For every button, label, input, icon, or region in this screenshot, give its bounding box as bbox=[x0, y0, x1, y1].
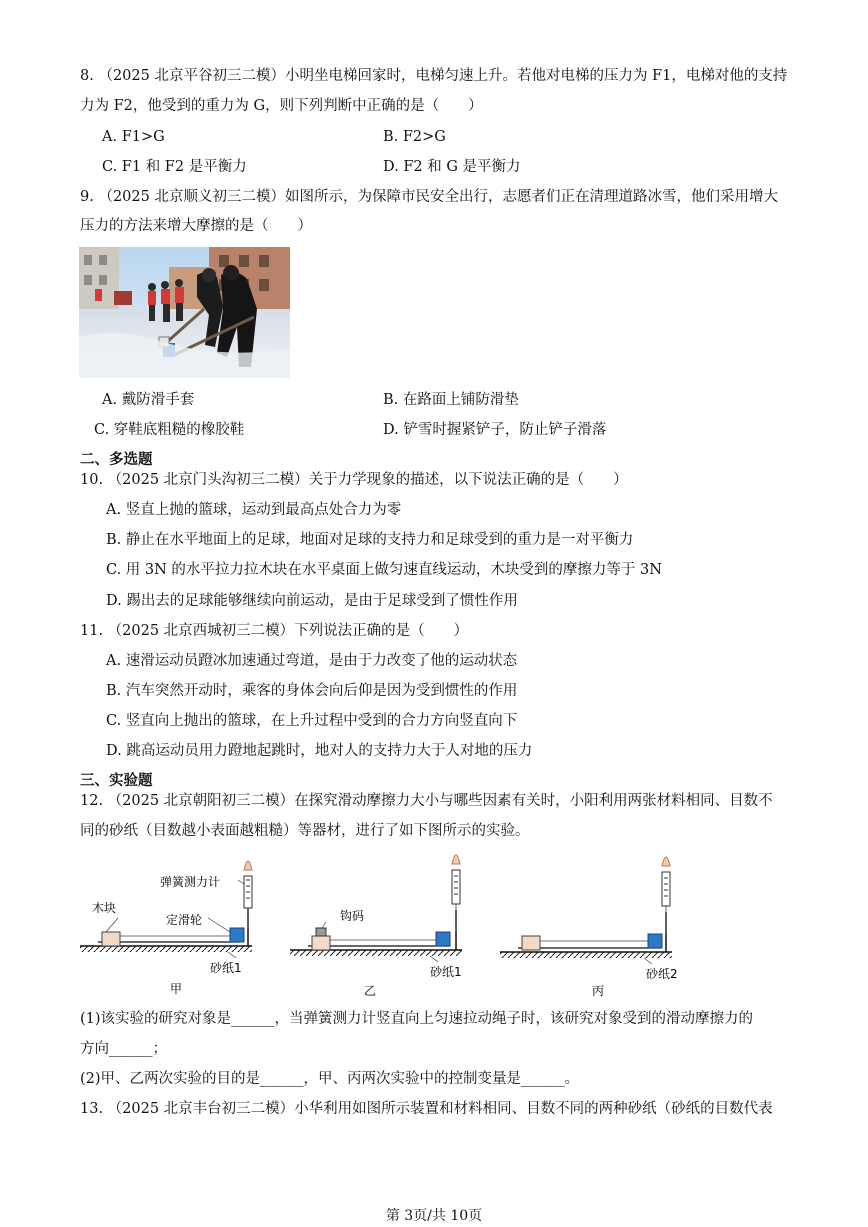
hand-icon bbox=[662, 857, 670, 866]
q9-option-c: C. 穿鞋底粗糙的橡胶鞋 bbox=[94, 422, 245, 438]
q9-option-a: A. 戴防滑手套 bbox=[102, 392, 195, 408]
q12-stem-line1: 12. （2025 北京朝阳初三二模）在探究滑动摩擦力大小与哪些因素有关时，小阳利用两张材料相同、目数不 bbox=[80, 793, 773, 809]
q11-option-a: A. 速滑运动员蹬冰加速通过弯道，是由于力改变了他的运动状态 bbox=[106, 653, 518, 669]
q12-sub1-line1: (1)该实验的研究对象是______，当弹簧测力计竖直向上匀速拉动绳子时，该研究对象受到的滑动摩擦力的 bbox=[80, 1011, 754, 1027]
label-weight: 钩码 bbox=[340, 909, 365, 923]
caption-bing: 丙 bbox=[592, 984, 605, 998]
wooden-block bbox=[102, 932, 120, 946]
ground-hatch bbox=[80, 946, 252, 952]
q8-stem-line2: 力为 F2，他受到的重力为 G，则下列判断中正确的是（ ） bbox=[80, 98, 483, 114]
q9-stem-line1: 9. （2025 北京顺义初三二模）如图所示，为保障市民安全出行，志愿者们正在清理道路冰雪，他们采用增大 bbox=[80, 189, 778, 205]
q12-stem-line2: 同的砂纸（目数越小表面越粗糙）等器材，进行了如下图所示的实验。 bbox=[80, 823, 530, 839]
q10-option-b: B. 静止在水平地面上的足球，地面对足球的支持力和足球受到的重力是一对平衡力 bbox=[106, 532, 634, 548]
q8-option-a: A. F1>G bbox=[102, 129, 165, 145]
q8-stem-line1: 8. （2025 北京平谷初三二模）小明坐电梯回家时，电梯匀速上升。若他对电梯的压力为 F1，电梯对他的支持 bbox=[80, 68, 788, 84]
q10-stem: 10. （2025 北京门头沟初三二模）关于力学现象的描述，以下说法正确的是（ ） bbox=[80, 472, 628, 488]
wooden-block bbox=[312, 936, 330, 950]
weight-icon bbox=[316, 928, 326, 936]
caption-yi: 乙 bbox=[364, 984, 377, 998]
q10-option-a: A. 竖直上抛的篮球，运动到最高点处合力为零 bbox=[106, 502, 402, 518]
hand-icon bbox=[452, 855, 460, 864]
wooden-block bbox=[522, 936, 540, 950]
q12-sub2: (2)甲、乙两次实验的目的是______，甲、丙两次实验中的控制变量是______。 bbox=[80, 1071, 580, 1087]
hand-icon bbox=[244, 861, 252, 870]
q9-stem-line2: 压力的方法来增大摩擦的是（ ） bbox=[80, 218, 312, 234]
q11-option-d: D. 跳高运动员用力蹬地起跳时，地对人的支持力大于人对地的压力 bbox=[106, 743, 533, 759]
pulley-icon bbox=[436, 932, 450, 946]
volunteers-clearing-snow-photo bbox=[79, 247, 290, 378]
q13-stem-line1: 13. （2025 北京丰台初三二模）小华利用如图所示装置和材料相同、目数不同的两种砂纸（砂纸的目数代表 bbox=[80, 1101, 773, 1117]
q9-option-d: D. 铲雪时握紧铲子，防止铲子滑落 bbox=[383, 422, 607, 438]
figure-bing bbox=[500, 857, 672, 964]
ground-hatch bbox=[500, 952, 672, 958]
friction-experiment-figure bbox=[78, 848, 678, 998]
label-pulley: 定滑轮 bbox=[166, 913, 203, 927]
figure-yi bbox=[290, 855, 462, 962]
section-heading-multiple-choice: 二、多选题 bbox=[80, 452, 153, 468]
page-number-footer: 第 3页/共 10页 bbox=[385, 1208, 483, 1224]
q9-option-b: B. 在路面上铺防滑垫 bbox=[383, 392, 519, 408]
q8-option-c: C. F1 和 F2 是平衡力 bbox=[102, 159, 247, 175]
q11-option-c: C. 竖直向上抛出的篮球，在上升过程中受到的合力方向竖直向下 bbox=[106, 713, 518, 729]
label-sandpaper-2: 砂纸2 bbox=[646, 967, 678, 981]
spring-scale-icon bbox=[662, 872, 670, 906]
caption-jia: 甲 bbox=[170, 982, 183, 996]
q11-option-b: B. 汽车突然开动时，乘客的身体会向后仰是因为受到惯性的作用 bbox=[106, 683, 518, 699]
q10-option-c: C. 用 3N 的水平拉力拉木块在水平桌面上做匀速直线运动，木块受到的摩擦力等于 3N bbox=[106, 562, 662, 578]
label-spring-scale: 弹簧测力计 bbox=[160, 875, 221, 889]
pulley-icon bbox=[230, 928, 244, 942]
label-sandpaper-1-yi: 砂纸1 bbox=[430, 965, 462, 979]
q12-sub1-line2: 方向______； bbox=[80, 1041, 167, 1057]
q8-option-d: D. F2 和 G 是平衡力 bbox=[383, 159, 521, 175]
label-sandpaper-1-jia: 砂纸1 bbox=[210, 961, 242, 975]
q11-stem: 11. （2025 北京西城初三二模）下列说法正确的是（ ） bbox=[80, 623, 469, 639]
section-heading-experiment: 三、实验题 bbox=[80, 773, 153, 789]
spring-scale-icon bbox=[452, 870, 460, 904]
label-wooden-block: 木块 bbox=[92, 901, 117, 915]
q8-option-b: B. F2>G bbox=[383, 129, 446, 145]
pulley-icon bbox=[648, 934, 662, 948]
q10-option-d: D. 踢出去的足球能够继续向前运动，是由于足球受到了惯性作用 bbox=[106, 593, 518, 609]
ground-hatch bbox=[290, 950, 462, 956]
